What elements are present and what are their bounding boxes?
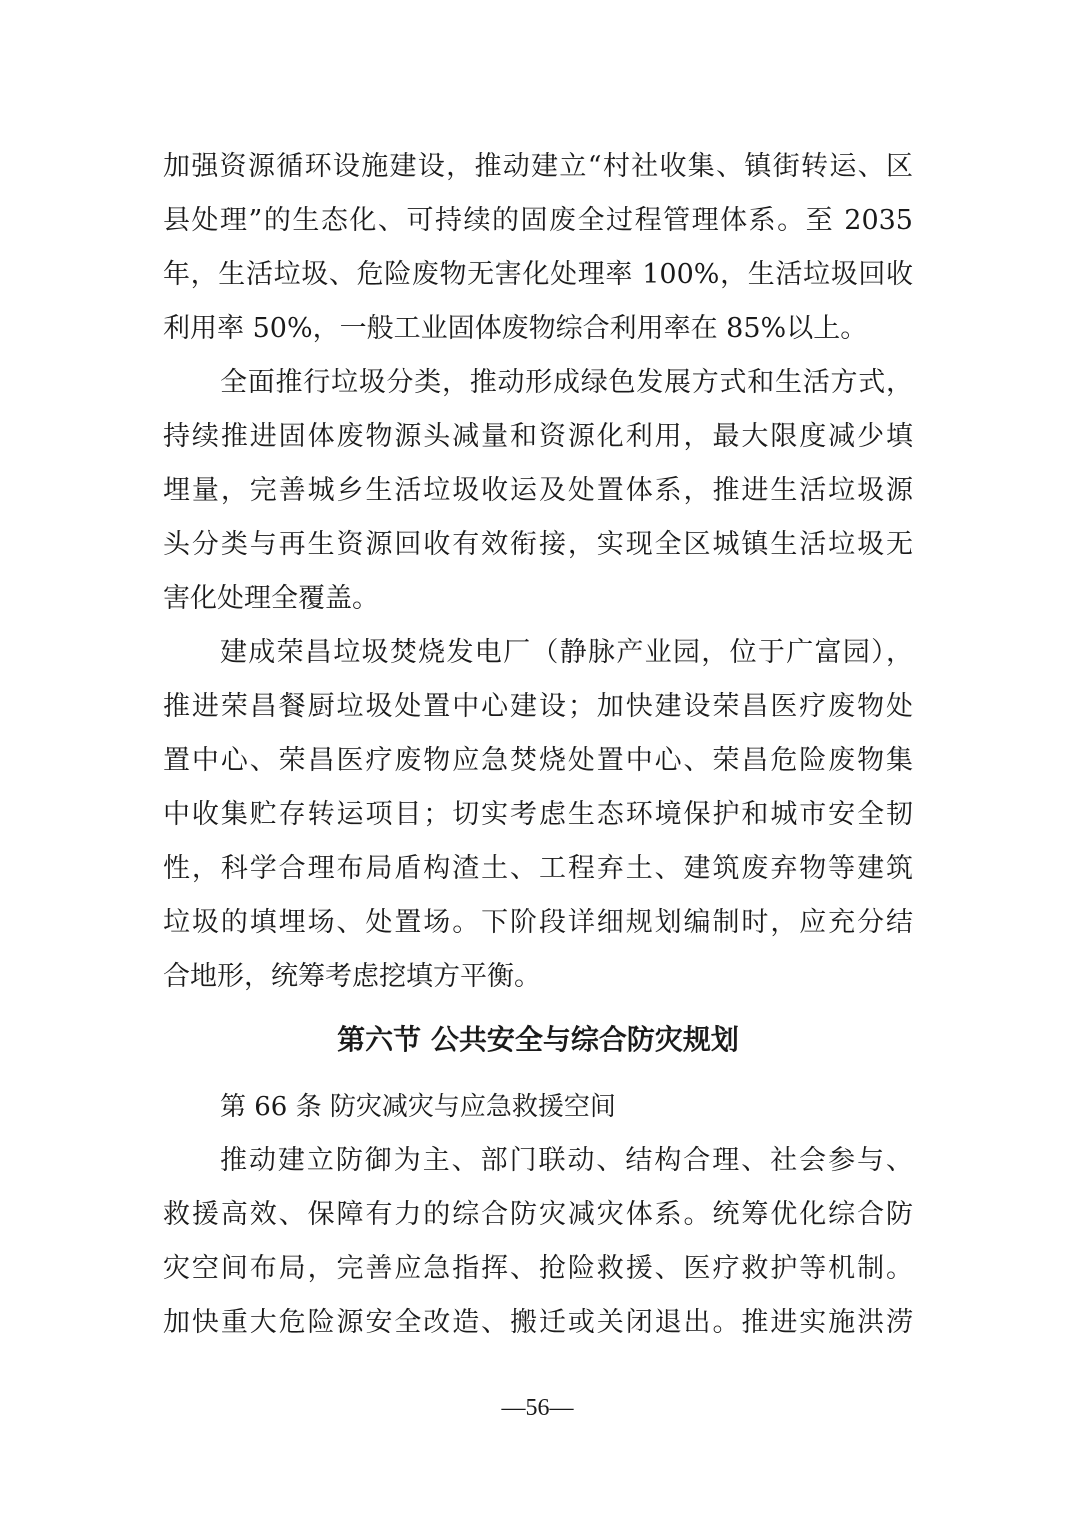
text-line: 推进荣昌餐厨垃圾处置中心建设；加快建设荣昌医疗废物处	[163, 691, 913, 722]
paragraph-disaster-prevention	[163, 1134, 913, 1350]
text-line: 利用率 50%，一般工业固体废物综合利用率在 85%以上。	[163, 313, 868, 344]
text-line: 置中心、荣昌医疗废物应急焚烧处置中心、荣昌危险废物集	[163, 745, 913, 776]
paragraph-solid-waste-targets	[163, 140, 913, 356]
text-line: 垃圾的填埋场、处置场。下阶段详细规划编制时，应充分结	[163, 907, 913, 938]
text-line: 建成荣昌垃圾焚烧发电厂（静脉产业园，位于广富园），	[220, 637, 913, 668]
text-line: 合地形，统筹考虑挖填方平衡。	[163, 961, 541, 992]
text-line: 头分类与再生资源回收有效衔接，实现全区城镇生活垃圾无	[163, 529, 913, 560]
text-line: 中收集贮存转运项目；切实考虑生态环境保护和城市安全韧	[163, 799, 913, 830]
text-line: 持续推进固体废物源头减量和资源化利用，最大限度减少填	[163, 421, 913, 452]
paragraph-waste-sorting	[163, 356, 913, 626]
text-line: 推动建立防御为主、部门联动、结构合理、社会参与、	[220, 1145, 913, 1176]
text-line: 全面推行垃圾分类，推动形成绿色发展方式和生活方式，	[220, 367, 913, 398]
article-heading: 第 66 条 防灾减灾与应急救援空间	[220, 1092, 616, 1122]
text-line: 加快重大危险源安全改造、搬迁或关闭退出。推进实施洪涝	[163, 1307, 913, 1338]
text-line: 加强资源循环设施建设，推动建立“村社收集、镇街转运、区	[163, 151, 913, 182]
text-line: 救援高效、保障有力的综合防灾减灾体系。统筹优化综合防	[163, 1199, 913, 1230]
text-line: 埋量，完善城乡生活垃圾收运及处置体系，推进生活垃圾源	[163, 475, 913, 506]
document-body	[163, 140, 913, 1350]
page-number: —56—	[501, 1395, 574, 1421]
section-heading: 第六节 公共安全与综合防灾规划	[337, 1023, 739, 1056]
text-line: 性，科学合理布局盾构渣土、工程弃土、建筑废弃物等建筑	[163, 853, 913, 884]
text-line: 年，生活垃圾、危险废物无害化处理率 100%，生活垃圾回收	[163, 259, 913, 290]
text-line: 灾空间布局，完善应急指挥、抢险救援、医疗救护等机制。	[163, 1253, 913, 1284]
text-line: 县处理”的生态化、可持续的固废全过程管理体系。至 2035	[163, 205, 913, 236]
text-line: 害化处理全覆盖。	[163, 583, 379, 614]
paragraph-facilities	[163, 626, 913, 1004]
